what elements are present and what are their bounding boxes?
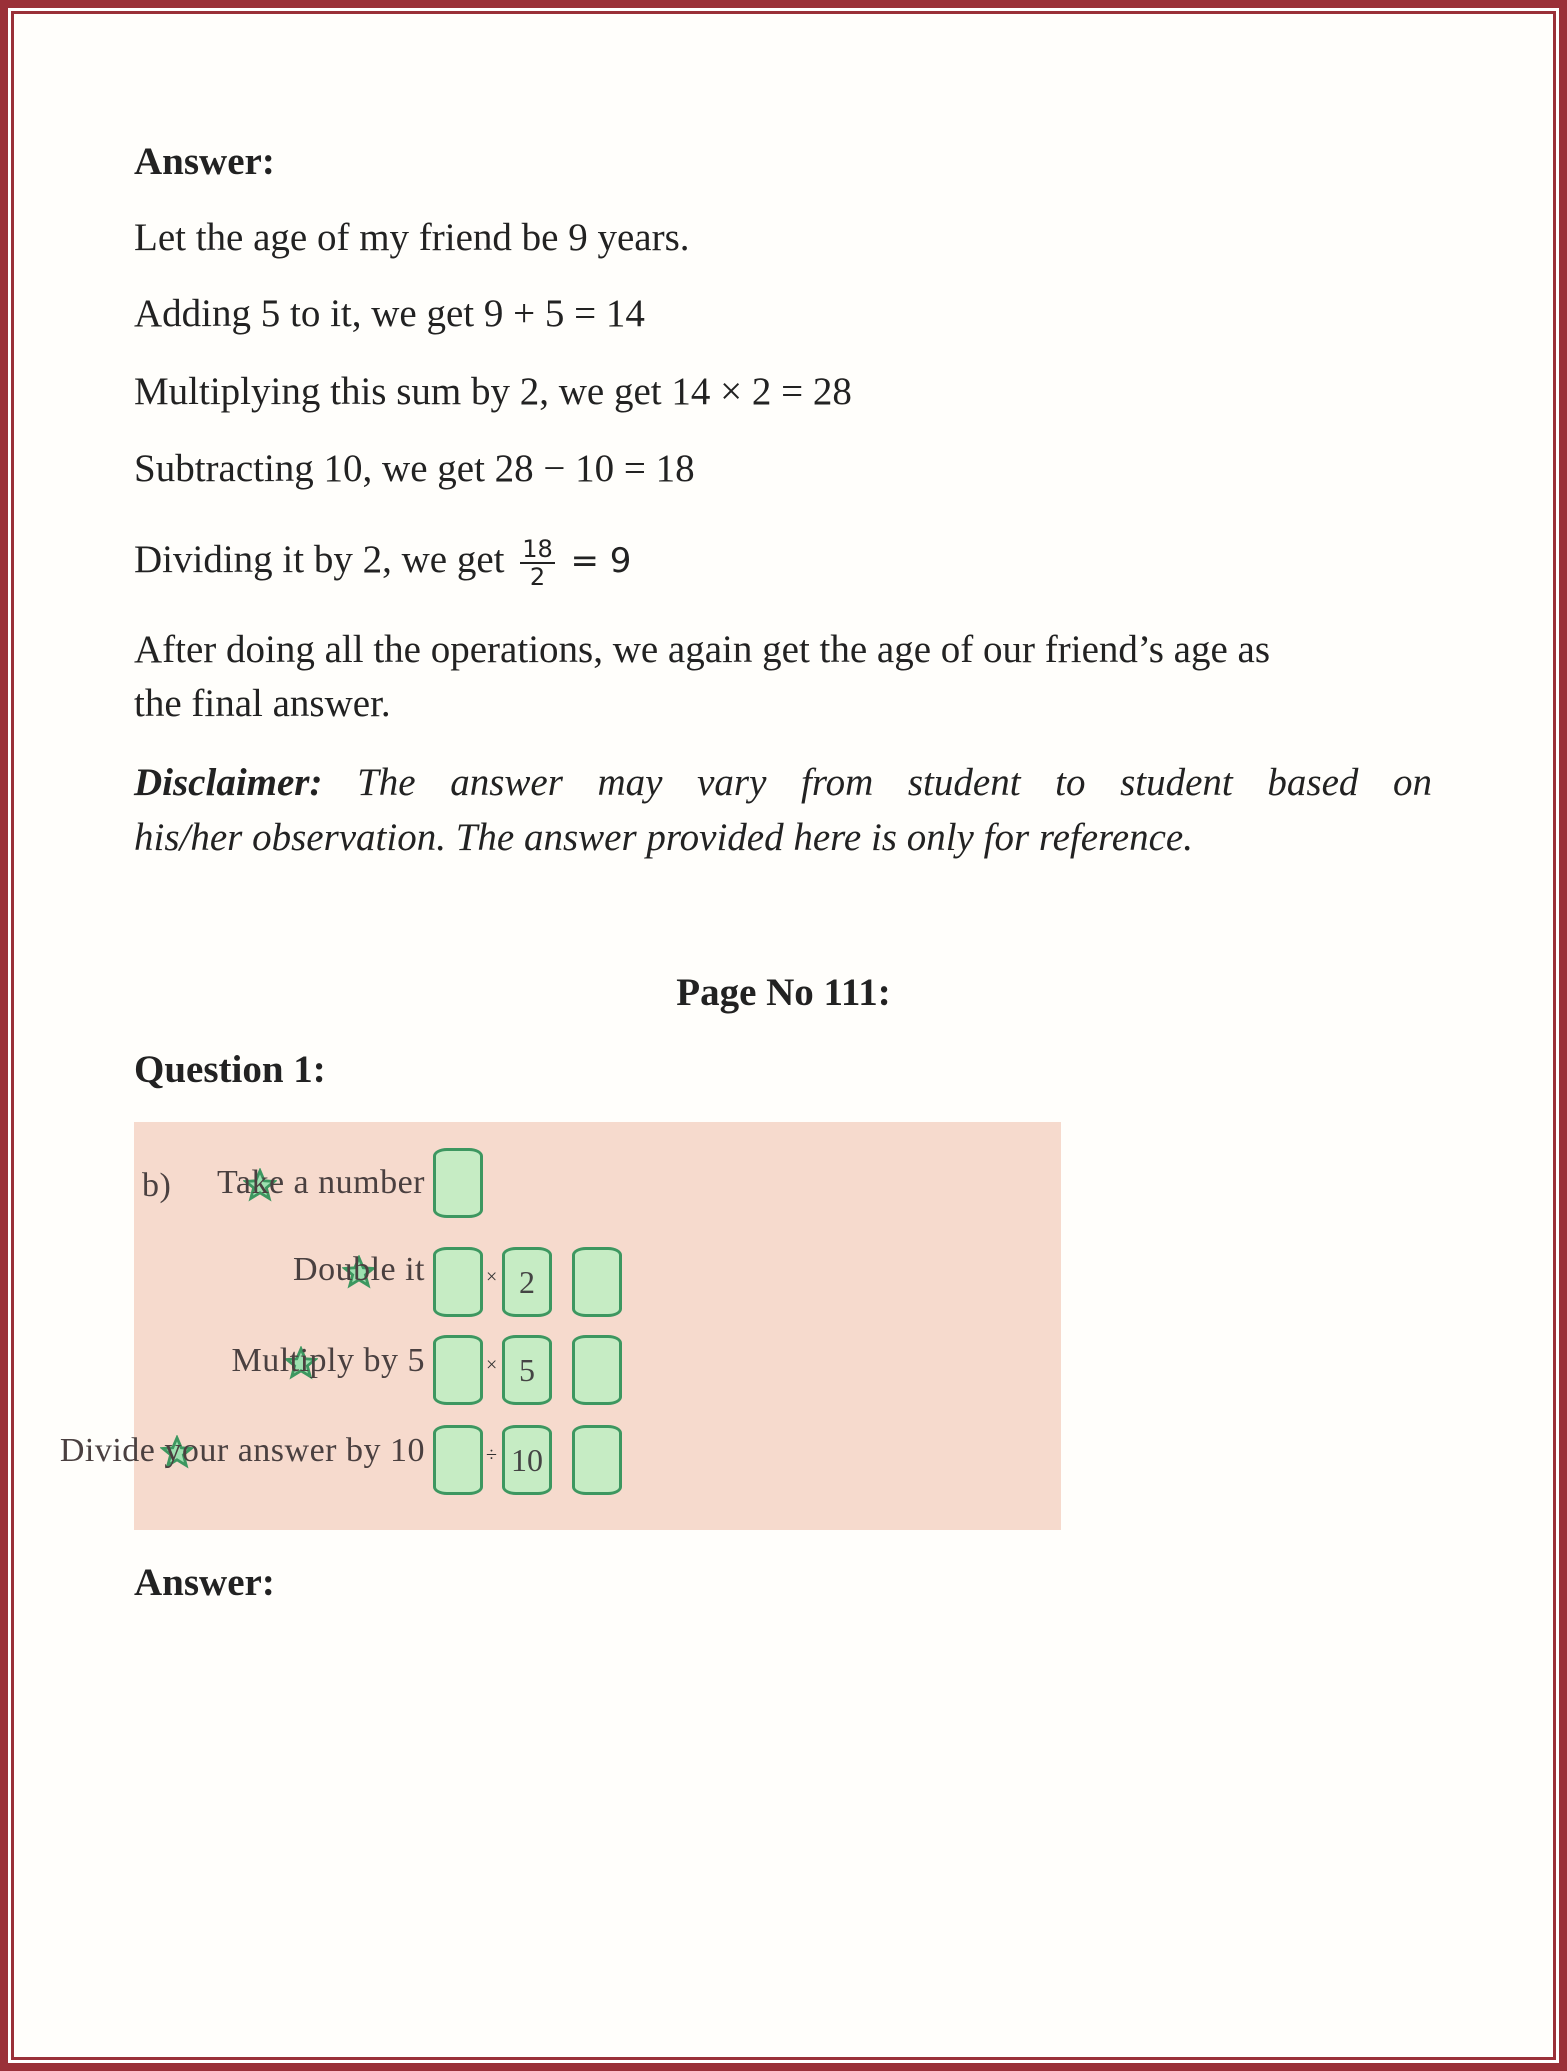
multiply-sign: × [486, 1266, 498, 1288]
answer-box [433, 1247, 483, 1317]
divide-sign: ÷ [486, 1444, 497, 1466]
page-number-heading: Page No 111: [676, 971, 891, 1014]
step-take-number: Take a number [216, 1164, 425, 1201]
disclaimer-line: his/her observation. The answer provided here is only for reference. [134, 816, 1193, 859]
answer-line: Adding 5 to it, we get 9 + 5 = 14 [134, 292, 645, 335]
answer-line: Multiplying this sum by 2, we get 14 × 2 = 28 [134, 370, 852, 413]
answer-line: Subtracting 10, we get 28 − 10 = 18 [134, 447, 695, 490]
answer-box [433, 1425, 483, 1495]
dividing-prefix: Dividing it by 2, we get [134, 538, 505, 581]
question-figure [59, 1122, 1061, 1530]
disclaimer-line [134, 758, 1432, 808]
conclusion-line: the final answer. [134, 682, 391, 725]
answer-heading: Answer: [134, 140, 275, 183]
answer-line-dividing [134, 535, 631, 590]
conclusion-line: After doing all the operations, we again get the age of our friend’s age as [134, 628, 1271, 671]
figure-label: b) [142, 1167, 172, 1204]
step-double: Double it [293, 1251, 425, 1288]
disclaimer-label: Disclaimer: [134, 761, 323, 804]
answer-heading: Answer: [134, 1561, 275, 1604]
result-box [572, 1247, 622, 1317]
answer-box [433, 1148, 483, 1218]
step-divide: Divide your answer by 10 [59, 1432, 425, 1469]
value-box: 10 [502, 1425, 552, 1495]
value-box: 2 [502, 1247, 552, 1317]
step-multiply: Multiply by 5 [231, 1342, 425, 1379]
question-heading: Question 1: [134, 1048, 326, 1091]
fraction-numerator: 18 [522, 535, 553, 564]
fraction-denominator: 2 [529, 563, 546, 592]
answer-line: Let the age of my friend be 9 years. [134, 216, 690, 259]
fraction [520, 536, 555, 590]
answer-box [433, 1335, 483, 1405]
result-box [572, 1425, 622, 1495]
multiply-sign: × [486, 1354, 498, 1376]
value-box: 5 [502, 1335, 552, 1405]
result-box [572, 1335, 622, 1405]
dividing-suffix: = 9 [570, 541, 632, 581]
disclaimer-text: The answer may vary from student to student based on [357, 761, 1432, 804]
